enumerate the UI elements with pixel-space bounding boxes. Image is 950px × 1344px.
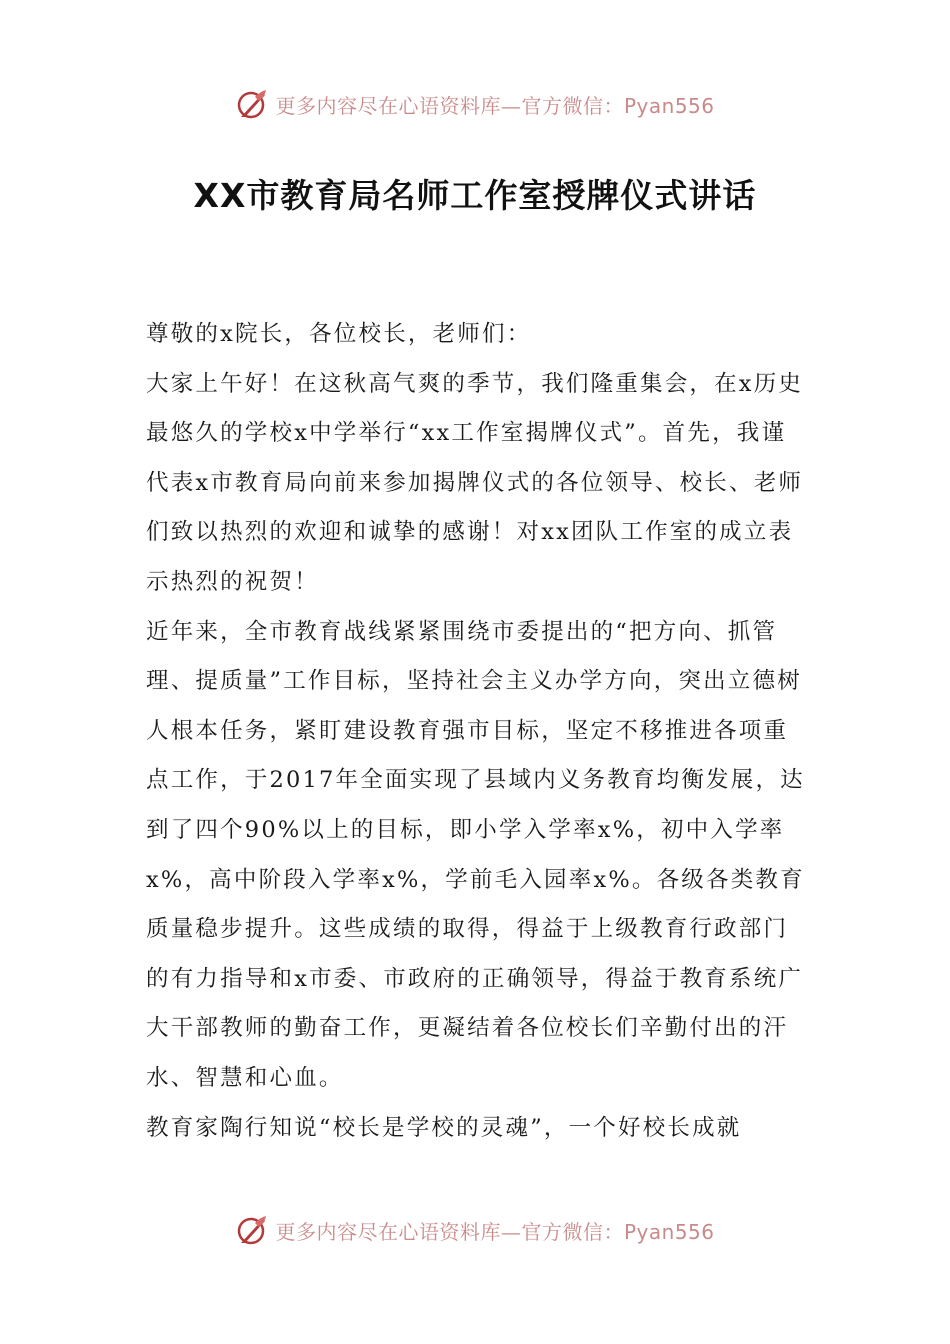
watermark-text: 更多内容尽在心语资料库—官方微信：Pyan556: [275, 93, 715, 118]
watermark-text: 更多内容尽在心语资料库—官方微信：Pyan556: [275, 1219, 715, 1244]
watermark-header: [0, 84, 950, 124]
quill-logo-icon: [235, 87, 269, 121]
watermark-footer: [0, 1210, 950, 1250]
document-body: [146, 310, 806, 1153]
paragraph: 近年来，全市教育战线紧紧围绕市委提出的“把方向、抓管理、提质量”工作目标，坚持社会主义办学方向，突出立德树人根本任务，紧盯建设教育强市目标，坚定不移推进各项重点工作，于2017年全面实现了县域内义务教育均衡发展，达到了四个90%以上的目标，即小学入学率x%，初中入学率x%，高中阶段入学率x%，学前毛入园率x%。各级各类教育质量稳步提升。这些成绩的取得，得益于上级教育行政部门的有力指导和x市委、市政府的正确领导，得益于教育系统广大干部教师的勤奋工作，更凝结着各位校长们辛勤付出的汗水、智慧和心血。: [146, 618, 805, 1091]
document-title: XX市教育局名师工作室授牌仪式讲话: [193, 176, 757, 215]
paragraph: 大家上午好！在这秋高气爽的季节，我们隆重集会，在x历史最悠久的学校x中学举行“xx工作室揭牌仪式”。首先，我谨代表x市教育局向前来参加揭牌仪式的各位领导、校长、老师们致以热烈的欢迎和诚挚的感谢！对xx团队工作室的成立表示热烈的祝贺！: [146, 370, 804, 595]
watermark-wechat-id: Pyan556: [623, 1219, 715, 1244]
salutation: 尊敬的x院长，各位校长，老师们：: [146, 321, 532, 347]
quill-logo-icon: [235, 1213, 269, 1247]
watermark-wechat-id: Pyan556: [623, 93, 715, 118]
paragraph: 教育家陶行知说“校长是学校的灵魂”，一个好校长成就: [146, 1114, 742, 1141]
